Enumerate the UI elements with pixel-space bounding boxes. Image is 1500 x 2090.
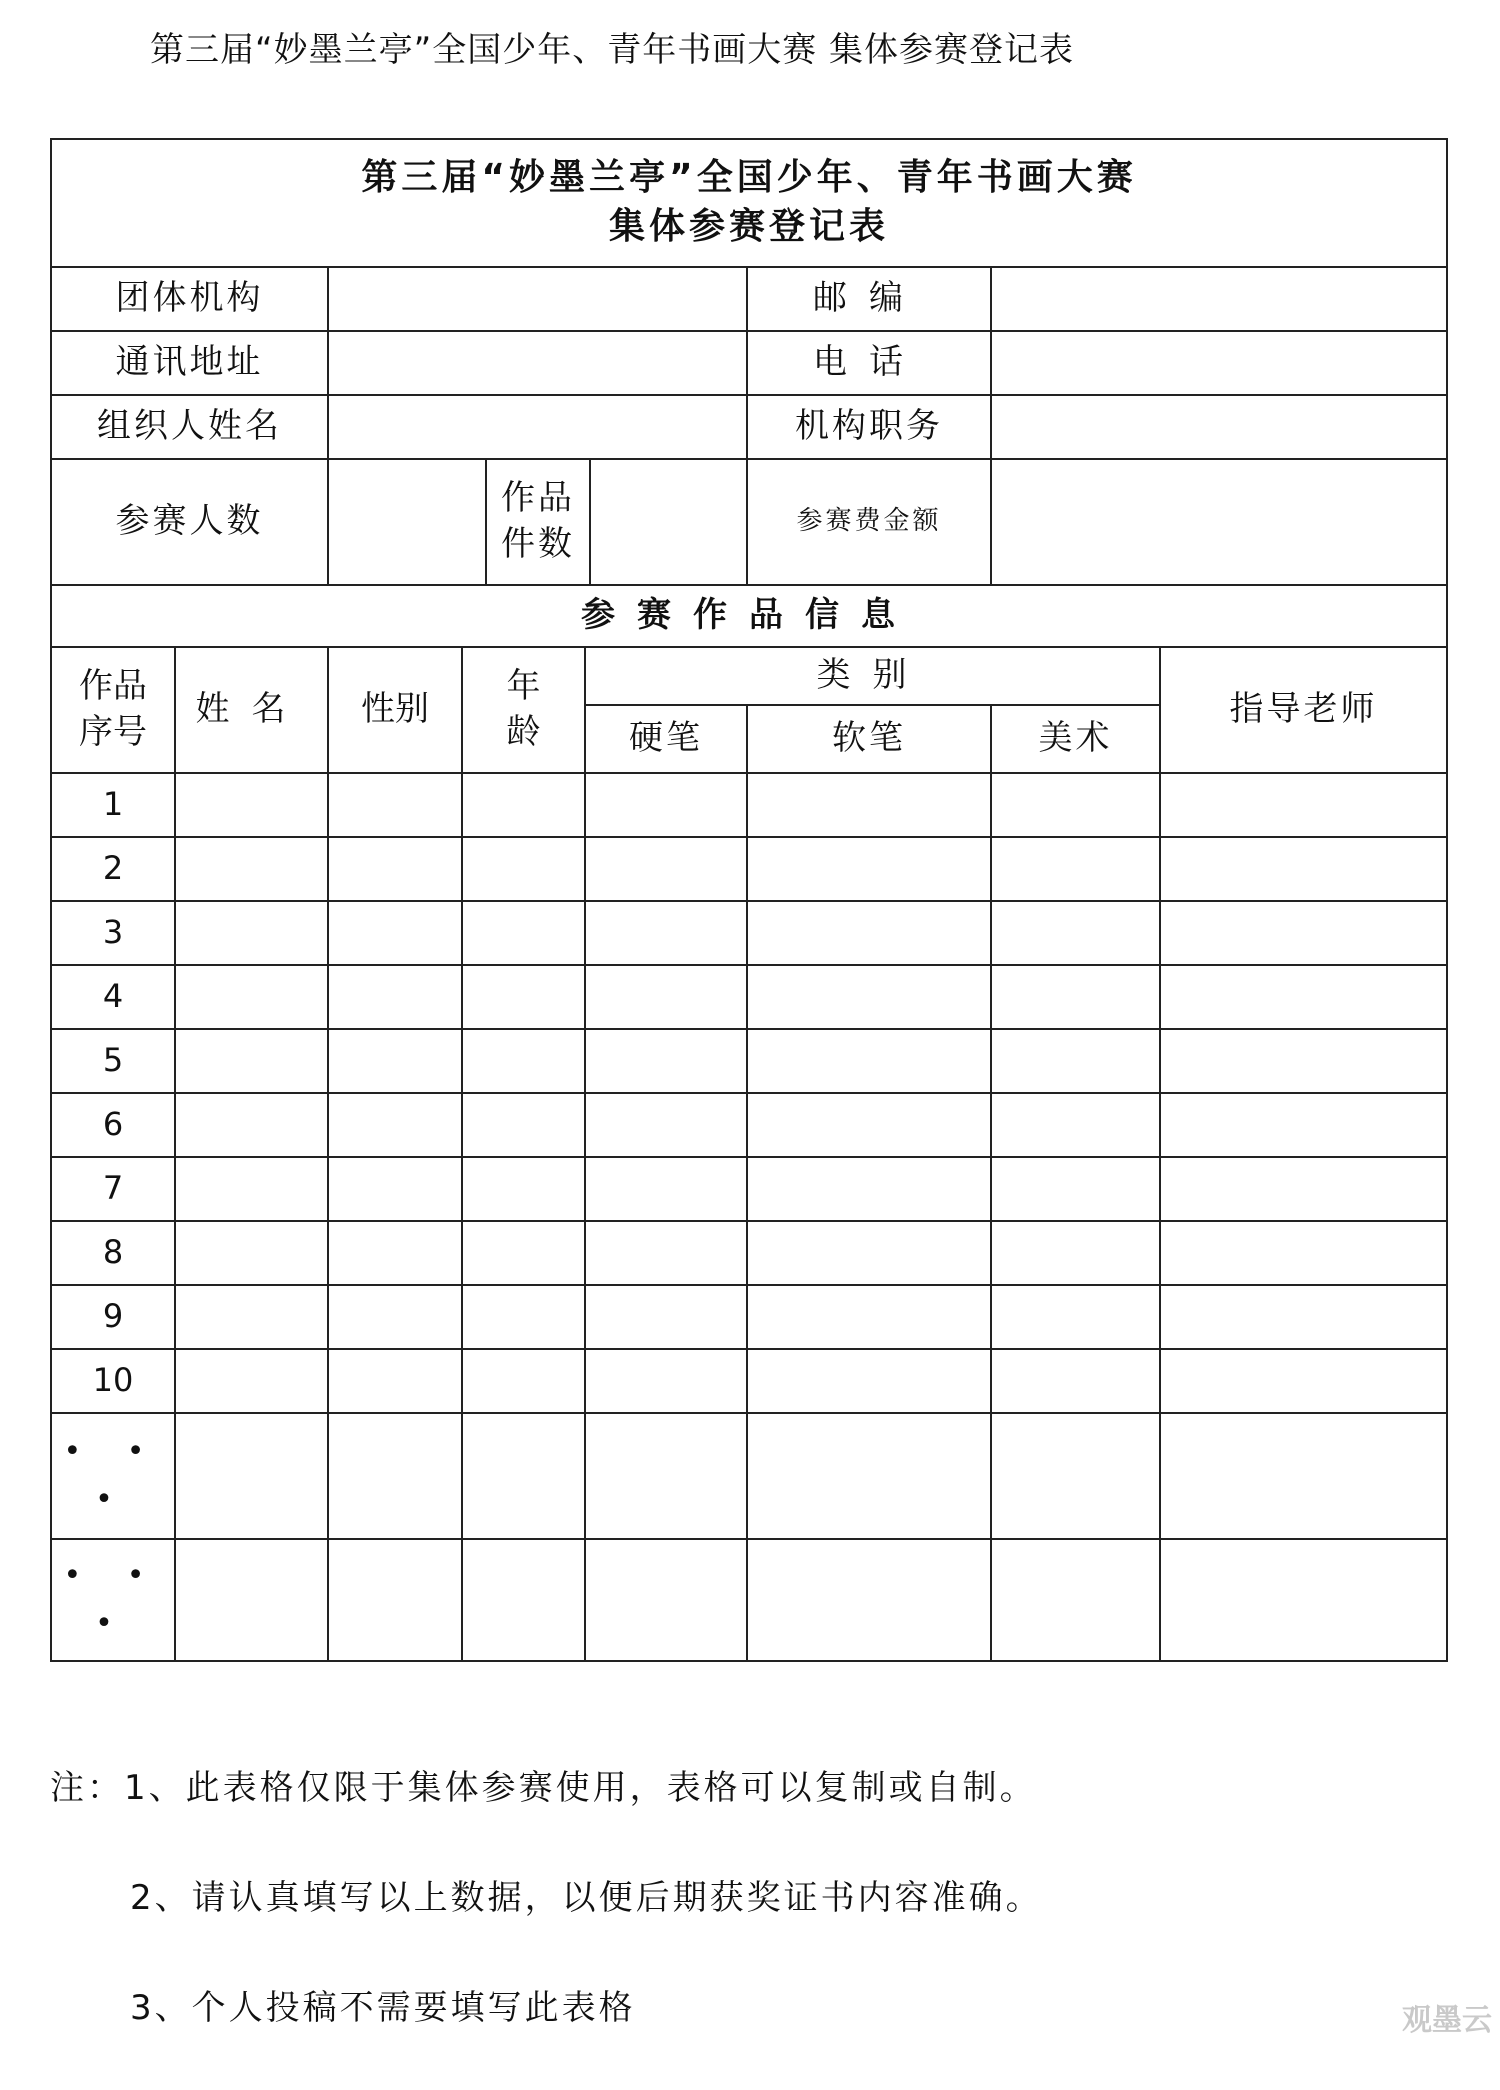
- col-serial-line1: 作品: [79, 666, 147, 707]
- age-cell[interactable]: [462, 837, 585, 901]
- art-cell[interactable]: [991, 1029, 1160, 1093]
- table-row: [51, 837, 1447, 901]
- hard-pen-cell[interactable]: [585, 1157, 747, 1221]
- col-name-header: 姓名: [175, 647, 328, 773]
- organization-label: 团体机构: [51, 267, 328, 331]
- name-cell[interactable]: [175, 1413, 328, 1539]
- gender-cell[interactable]: [328, 1349, 462, 1413]
- col-teacher-header: 指导老师: [1160, 647, 1447, 773]
- teacher-cell[interactable]: [1160, 1221, 1447, 1285]
- teacher-cell[interactable]: [1160, 1413, 1447, 1539]
- organizer-name-field[interactable]: [328, 395, 747, 459]
- hard-pen-cell[interactable]: [585, 1539, 747, 1661]
- gender-cell[interactable]: [328, 1285, 462, 1349]
- continuation-dots-bottom: •: [95, 1482, 131, 1517]
- teacher-cell[interactable]: [1160, 773, 1447, 837]
- brush-cell[interactable]: [747, 837, 991, 901]
- brush-cell[interactable]: [747, 1157, 991, 1221]
- name-cell[interactable]: [175, 1157, 328, 1221]
- name-cell[interactable]: [175, 1285, 328, 1349]
- registration-table: [50, 138, 1448, 1662]
- art-cell[interactable]: [991, 1539, 1160, 1661]
- col-brush-header: 软笔: [747, 705, 991, 773]
- gender-cell[interactable]: [328, 1221, 462, 1285]
- teacher-cell[interactable]: [1160, 1349, 1447, 1413]
- form-header-line1: 第三届“妙墨兰亭”全国少年、青年书画大赛: [361, 157, 1137, 199]
- table-row: [51, 773, 1447, 837]
- address-field[interactable]: [328, 331, 747, 395]
- hard-pen-cell[interactable]: [585, 773, 747, 837]
- name-cell[interactable]: [175, 965, 328, 1029]
- note-1: 注：1、此表格仅限于集体参赛使用，表格可以复制或自制。: [50, 1768, 1037, 1808]
- name-cell[interactable]: [175, 1221, 328, 1285]
- continuation-marker: [51, 1413, 175, 1539]
- participants-label: 参赛人数: [51, 459, 328, 585]
- postcode-field[interactable]: [991, 267, 1447, 331]
- age-cell[interactable]: [462, 1413, 585, 1539]
- table-row: [51, 1221, 1447, 1285]
- hard-pen-cell[interactable]: [585, 1093, 747, 1157]
- name-cell[interactable]: [175, 901, 328, 965]
- name-cell[interactable]: [175, 773, 328, 837]
- art-cell[interactable]: [991, 1157, 1160, 1221]
- col-art-header: 美术: [991, 705, 1160, 773]
- hard-pen-cell[interactable]: [585, 837, 747, 901]
- col-serial-header: [51, 647, 175, 773]
- brush-cell[interactable]: [747, 1539, 991, 1661]
- brush-cell[interactable]: [747, 901, 991, 965]
- col-serial-line2: 序号: [79, 712, 147, 752]
- hard-pen-cell[interactable]: [585, 1029, 747, 1093]
- brush-cell[interactable]: [747, 1093, 991, 1157]
- name-cell[interactable]: [175, 1029, 328, 1093]
- teacher-cell[interactable]: [1160, 1029, 1447, 1093]
- hard-pen-cell[interactable]: [585, 901, 747, 965]
- page-title: 第三届“妙墨兰亭”全国少年、青年书画大赛 集体参赛登记表: [150, 30, 1075, 70]
- gender-cell[interactable]: [328, 901, 462, 965]
- brush-cell[interactable]: [747, 1413, 991, 1539]
- name-cell[interactable]: [175, 1349, 328, 1413]
- gender-cell[interactable]: [328, 837, 462, 901]
- art-cell[interactable]: [991, 1413, 1160, 1539]
- note-3: 3、个人投稿不需要填写此表格: [130, 1988, 636, 2028]
- phone-label: 电话: [747, 331, 991, 395]
- notes: [50, 1760, 1400, 2090]
- teacher-cell[interactable]: [1160, 1539, 1447, 1661]
- age-cell[interactable]: [462, 773, 585, 837]
- teacher-cell[interactable]: [1160, 837, 1447, 901]
- age-cell[interactable]: [462, 901, 585, 965]
- hard-pen-cell[interactable]: [585, 1413, 747, 1539]
- gender-cell[interactable]: [328, 1093, 462, 1157]
- col-gender-header: 性别: [328, 647, 462, 773]
- table-row: [51, 1539, 1447, 1661]
- works-count-label: [486, 459, 590, 585]
- hard-pen-cell[interactable]: [585, 1285, 747, 1349]
- fee-amount-label: 参赛费金额: [747, 459, 991, 585]
- form-header: [51, 139, 1447, 267]
- table-row: [51, 901, 1447, 965]
- organizer-name-label: 组织人姓名: [51, 395, 328, 459]
- brush-cell[interactable]: [747, 773, 991, 837]
- row-number: 1: [51, 773, 175, 837]
- registration-form: [50, 138, 1446, 1662]
- brush-cell[interactable]: [747, 1349, 991, 1413]
- art-cell[interactable]: [991, 965, 1160, 1029]
- watermark-logo: 观墨云: [1402, 2003, 1492, 2038]
- name-cell[interactable]: [175, 1093, 328, 1157]
- phone-field[interactable]: [991, 331, 1447, 395]
- age-cell[interactable]: [462, 1093, 585, 1157]
- name-cell[interactable]: [175, 837, 328, 901]
- row-number: 3: [51, 901, 175, 965]
- teacher-cell[interactable]: [1160, 1285, 1447, 1349]
- works-count-field[interactable]: [590, 459, 747, 585]
- row-number: 5: [51, 1029, 175, 1093]
- brush-cell[interactable]: [747, 965, 991, 1029]
- participants-field[interactable]: [328, 459, 486, 585]
- table-row: [51, 1093, 1447, 1157]
- gender-cell[interactable]: [328, 1413, 462, 1539]
- continuation-dots-top: • •: [63, 1558, 163, 1593]
- row-number: 7: [51, 1157, 175, 1221]
- address-label: 通讯地址: [51, 331, 328, 395]
- art-cell[interactable]: [991, 1093, 1160, 1157]
- row-number: 10: [51, 1349, 175, 1413]
- age-cell[interactable]: [462, 1539, 585, 1661]
- table-row: [51, 1285, 1447, 1349]
- note-2: 2、请认真填写以上数据，以便后期获奖证书内容准确。: [130, 1878, 1043, 1918]
- form-header-line2: 集体参赛登记表: [609, 206, 890, 247]
- works-count-label-line2: 件数: [501, 524, 575, 564]
- art-cell[interactable]: [991, 1221, 1160, 1285]
- continuation-dots-top: • •: [63, 1434, 163, 1469]
- name-cell[interactable]: [175, 1539, 328, 1661]
- brush-cell[interactable]: [747, 1221, 991, 1285]
- postcode-label: 邮编: [747, 267, 991, 331]
- teacher-cell[interactable]: [1160, 965, 1447, 1029]
- continuation-marker: [51, 1539, 175, 1661]
- col-hard-pen-header: 硬笔: [585, 705, 747, 773]
- age-cell[interactable]: [462, 1157, 585, 1221]
- row-number: 9: [51, 1285, 175, 1349]
- age-cell[interactable]: [462, 1221, 585, 1285]
- section-title: 参赛作品信息: [51, 585, 1447, 647]
- art-cell[interactable]: [991, 837, 1160, 901]
- teacher-cell[interactable]: [1160, 1157, 1447, 1221]
- age-cell[interactable]: [462, 1029, 585, 1093]
- continuation-dots-bottom: •: [95, 1606, 131, 1641]
- hard-pen-cell[interactable]: [585, 965, 747, 1029]
- hard-pen-cell[interactable]: [585, 1349, 747, 1413]
- age-cell[interactable]: [462, 1349, 585, 1413]
- art-cell[interactable]: [991, 1285, 1160, 1349]
- art-cell[interactable]: [991, 1349, 1160, 1413]
- table-row: [51, 965, 1447, 1029]
- table-row: [51, 1349, 1447, 1413]
- gender-cell[interactable]: [328, 1029, 462, 1093]
- row-number: 8: [51, 1221, 175, 1285]
- teacher-cell[interactable]: [1160, 1093, 1447, 1157]
- art-cell[interactable]: [991, 773, 1160, 837]
- table-row: [51, 1029, 1447, 1093]
- fee-amount-field[interactable]: [991, 459, 1447, 585]
- gender-cell[interactable]: [328, 965, 462, 1029]
- teacher-cell[interactable]: [1160, 901, 1447, 965]
- works-count-label-line1: 作品: [501, 478, 575, 519]
- row-number: 6: [51, 1093, 175, 1157]
- age-cell[interactable]: [462, 965, 585, 1029]
- org-position-field[interactable]: [991, 395, 1447, 459]
- col-age-header: [462, 647, 585, 773]
- hard-pen-cell[interactable]: [585, 1221, 747, 1285]
- gender-cell[interactable]: [328, 773, 462, 837]
- col-age-line1: 年: [506, 666, 541, 707]
- brush-cell[interactable]: [747, 1285, 991, 1349]
- gender-cell[interactable]: [328, 1539, 462, 1661]
- col-category-header: 类别: [585, 647, 1160, 705]
- art-cell[interactable]: [991, 901, 1160, 965]
- brush-cell[interactable]: [747, 1029, 991, 1093]
- row-number: 4: [51, 965, 175, 1029]
- table-row: [51, 1413, 1447, 1539]
- age-cell[interactable]: [462, 1285, 585, 1349]
- table-row: [51, 1157, 1447, 1221]
- row-number: 2: [51, 837, 175, 901]
- org-position-label: 机构职务: [747, 395, 991, 459]
- gender-cell[interactable]: [328, 1157, 462, 1221]
- col-age-line2: 龄: [506, 712, 541, 752]
- organization-field[interactable]: [328, 267, 747, 331]
